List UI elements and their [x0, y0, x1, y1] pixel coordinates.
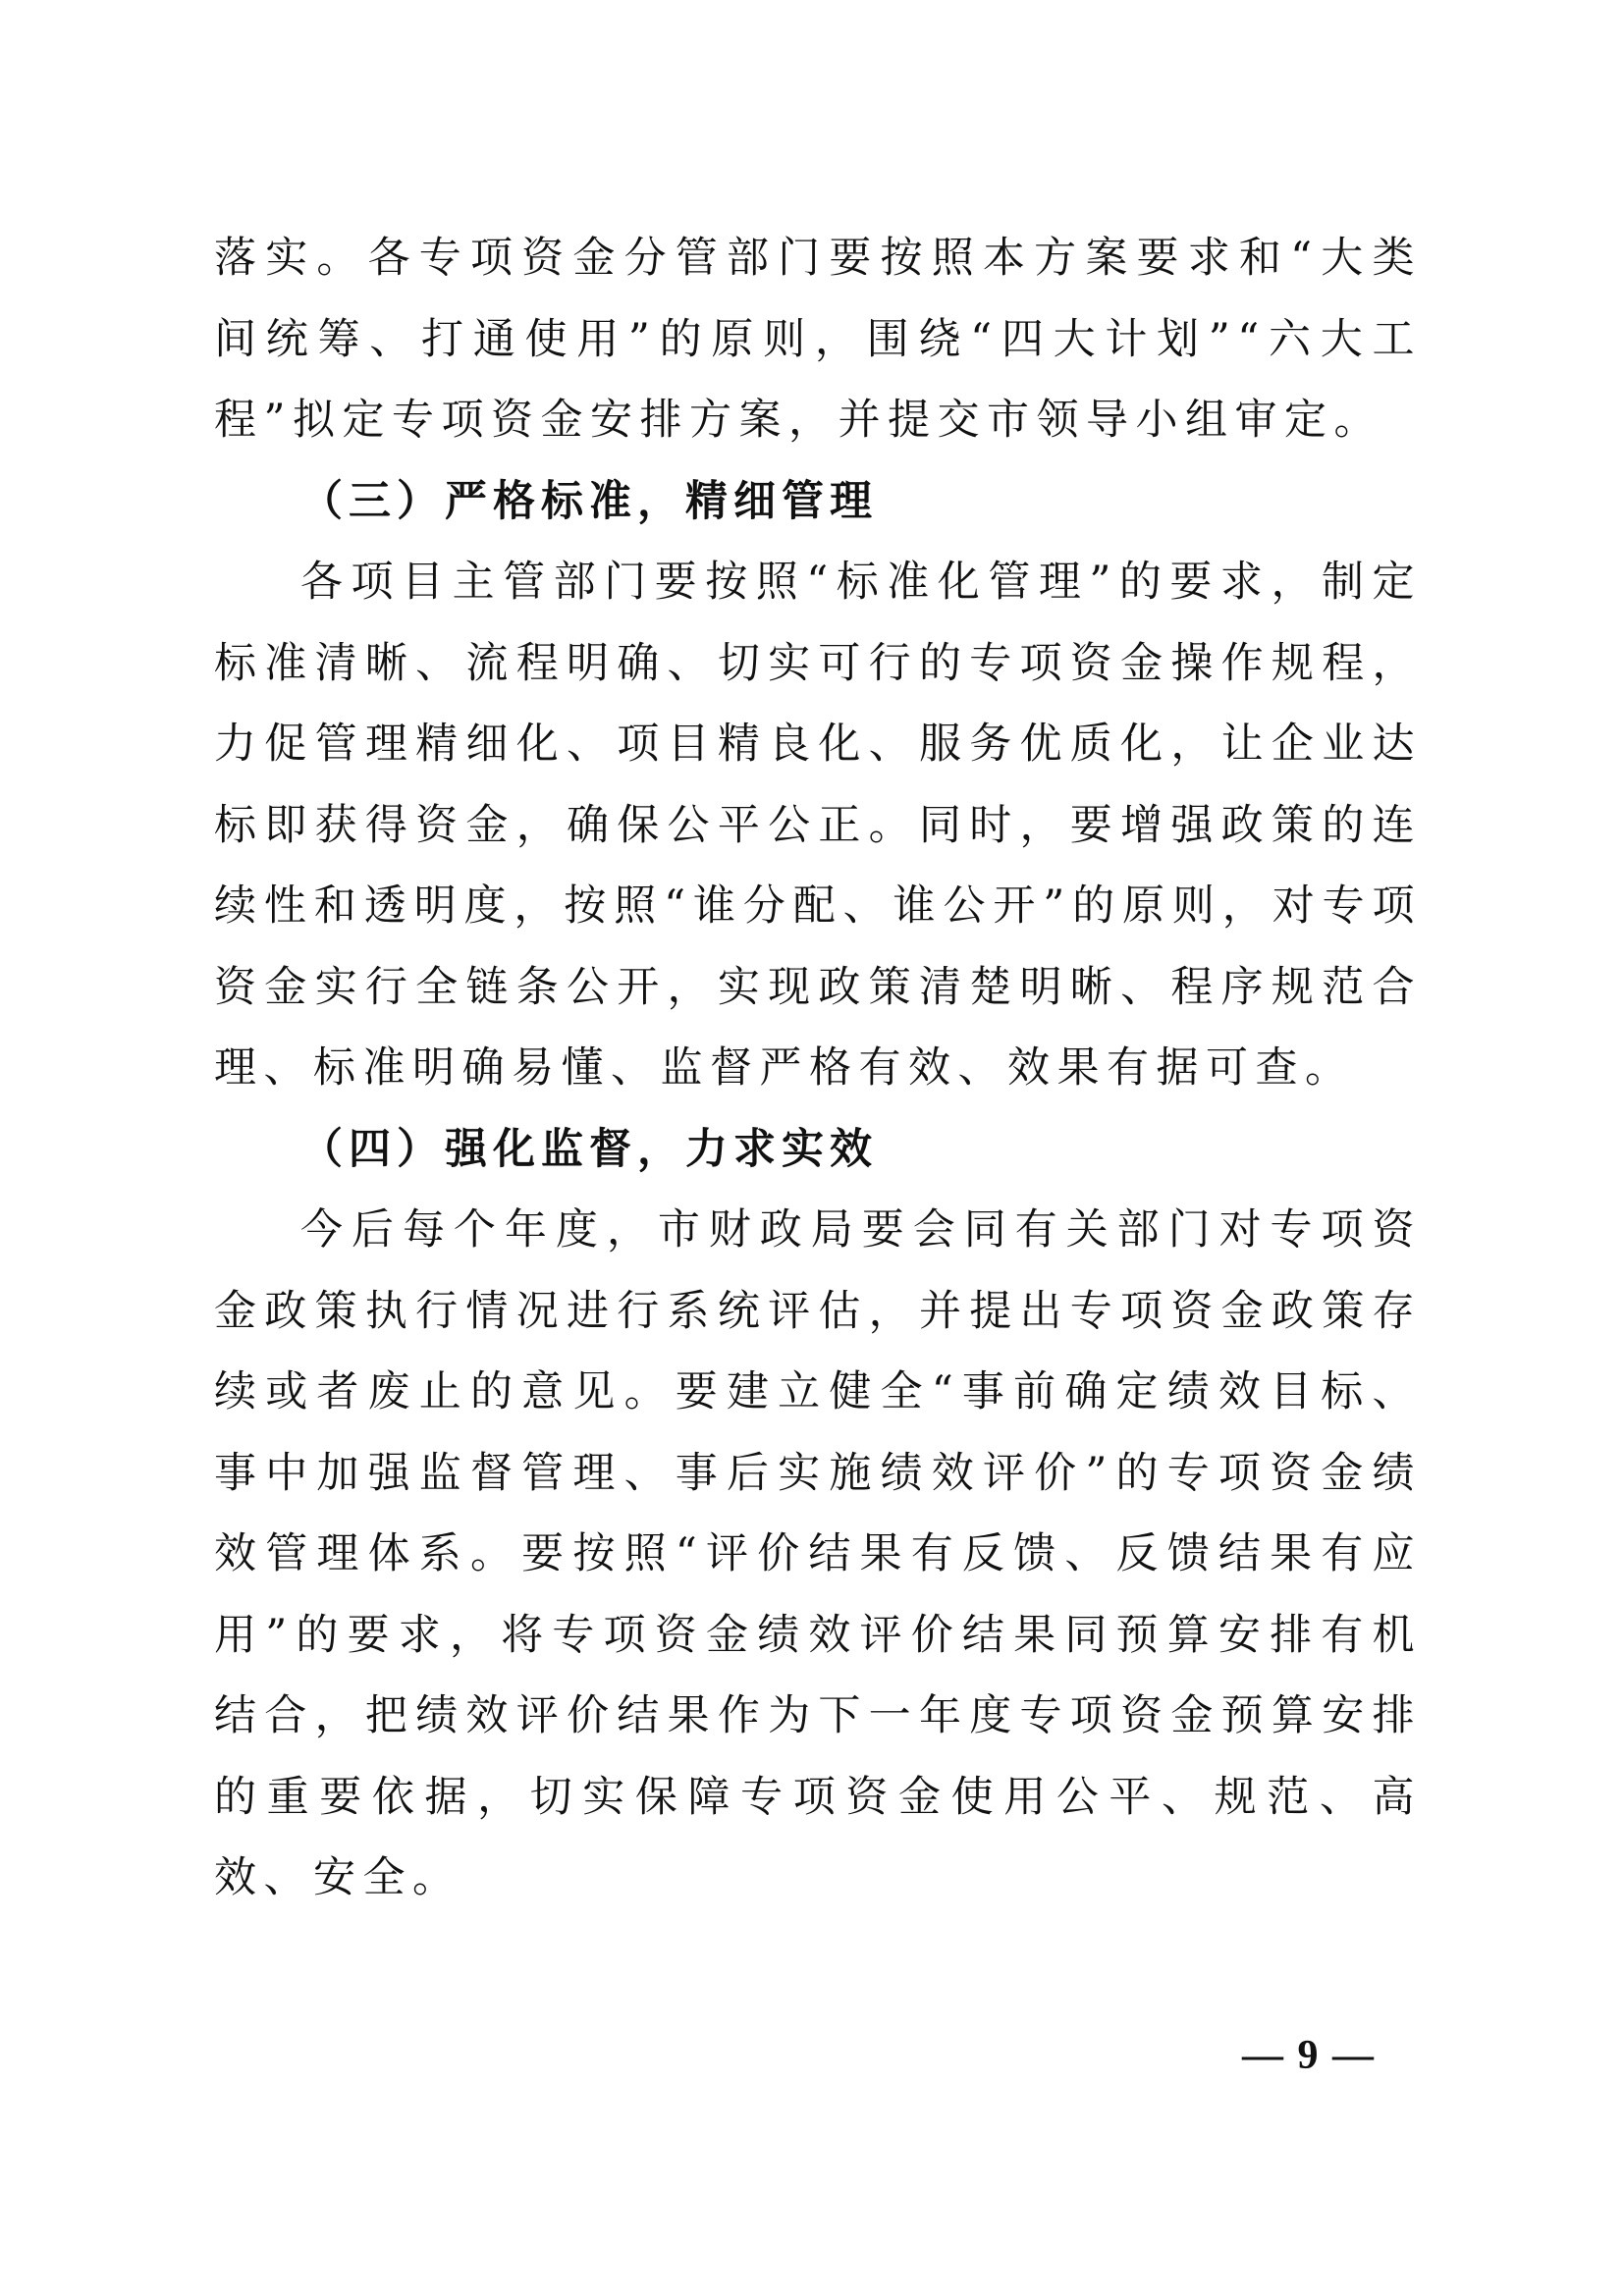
document-body	[214, 218, 1422, 1919]
paragraph-performance-evaluation: 今后每个年度，市财政局要会同有关部门对专项资金政策执行情况进行系统评估，并提出专项资金政策存续或者废止的意见。要建立健全“事前确定绩效目标、事中加强监督管理、事后实施绩效评价”的专项资金绩效管理体系。要按照“评价结果有反馈、反馈结果有应用”的要求，将专项资金绩效评价结果同预算安排有机结合，把绩效评价结果作为下一年度专项资金预算安排的重要依据，切实保障专项资金使用公平、规范、高效、安全。	[214, 1205, 1422, 1902]
section-heading-strengthen-supervision: （四）强化监督，力求实效	[300, 1124, 878, 1174]
page-number: — 9 —	[1242, 2033, 1376, 2078]
paragraph-continued-implementation: 落实。各专项资金分管部门要按照本方案要求和“大类间统筹、打通使用”的原则，围绕“四大计划”“六大工程”拟定专项资金安排方案，并提交市领导小组审定。	[214, 234, 1422, 445]
section-heading-strict-standards: （三）严格标准，精细管理	[300, 476, 878, 526]
paragraph-standardized-management: 各项目主管部门要按照“标准化管理”的要求，制定标准清晰、流程明确、切实可行的专项资金操作规程，力促管理精细化、项目精良化、服务优质化，让企业达标即获得资金，确保公平公正。同时，要增强政策的连续性和透明度，按照“谁分配、谁公开”的原则，对专项资金实行全链条公开，实现政策清楚明晰、程序规范合理、标准明确易懂、监督严格有效、效果有据可查。	[214, 558, 1422, 1093]
